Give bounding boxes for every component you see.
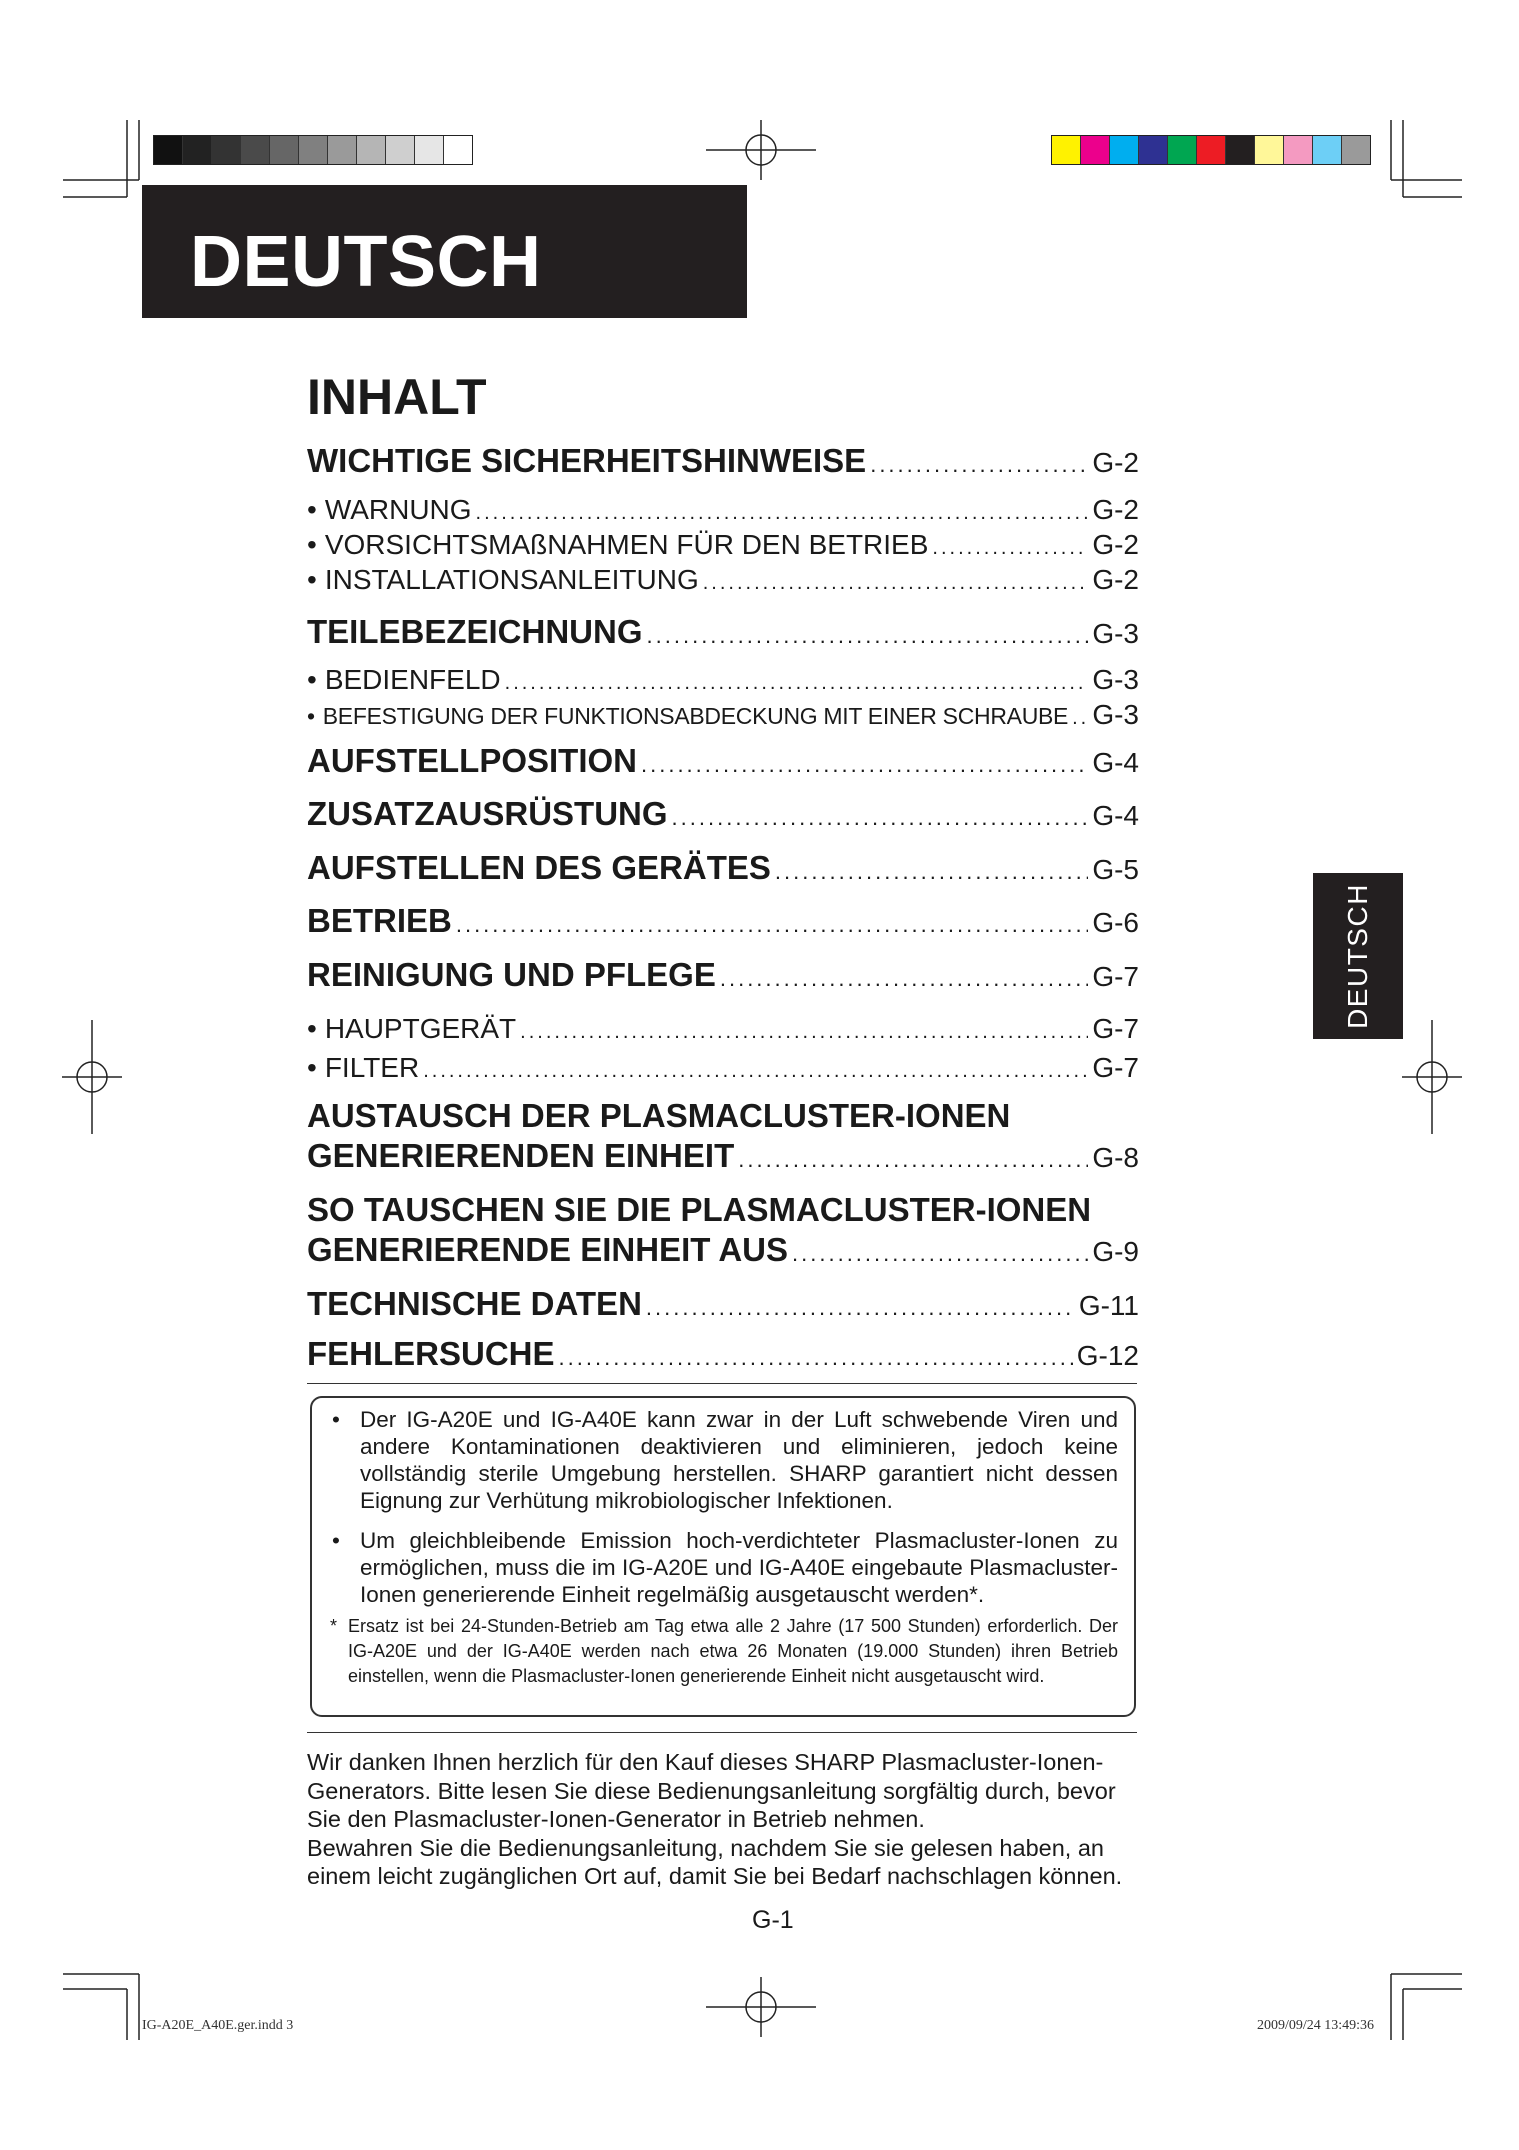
color-swatch: [183, 136, 212, 164]
grayscale-color-bar: [153, 135, 473, 165]
color-swatch: [357, 136, 386, 164]
leader-dots: [1072, 707, 1088, 730]
color-swatch: [386, 136, 415, 164]
color-swatch: [1052, 136, 1081, 164]
leader-dots: [646, 1295, 1075, 1321]
color-swatch: [1168, 136, 1197, 164]
color-swatch: [1139, 136, 1168, 164]
notice-text: Der IG-A20E und IG-A40E kann zwar in der Luft schwebende Viren und andere Kontaminationen deaktivieren und eliminieren, jedoch keine vollständig sterile Umgebung herstellen. SHARP garantiert nicht dessen Eignung zur Verhütung mikrobiologischer Infektionen.: [360, 1407, 1118, 1513]
leader-dots: [672, 805, 1089, 831]
bullet: •: [307, 564, 317, 595]
color-swatch: [1284, 136, 1313, 164]
language-side-tab: [1313, 873, 1403, 1039]
bullet: •: [332, 1407, 340, 1432]
toc-entry[interactable]: [307, 529, 1139, 561]
leader-dots: [775, 859, 1088, 885]
leader-dots: [792, 1241, 1088, 1267]
toc-page: G-3: [1092, 664, 1139, 695]
toc-label: BEDIENFELD: [324, 664, 501, 695]
toc-page: G-9: [1092, 1236, 1139, 1267]
intro-text: [307, 1748, 1137, 1891]
bullet: •: [307, 494, 317, 525]
toc-page: G-7: [1092, 1052, 1139, 1083]
side-tab-label: DEUTSCH: [1342, 883, 1373, 1029]
leader-dots: [423, 1060, 1088, 1083]
leader-dots: [641, 752, 1088, 778]
bullet: •: [307, 1013, 317, 1044]
registration-mark-left: [62, 1020, 122, 1134]
toc-label-line1: SO TAUSCHEN SIE DIE PLASMACLUSTER-IONEN: [307, 1191, 1092, 1228]
toc-entry[interactable]: [307, 494, 1139, 526]
notice-item: [324, 1527, 1118, 1608]
color-swatch: [1255, 136, 1284, 164]
toc-title: INHALT: [307, 369, 487, 425]
toc-page: G-12: [1076, 1340, 1139, 1371]
toc-label-line1: AUSTAUSCH DER PLASMACLUSTER-IONEN: [307, 1097, 1011, 1134]
toc-label: BEFESTIGUNG DER FUNKTIONSABDECKUNG MIT EINER SCHRAUBE: [322, 703, 1069, 729]
toc-page: G-3: [1092, 699, 1139, 730]
toc-label: TEILEBEZEICHNUNG: [307, 613, 643, 650]
process-color-bar: [1051, 135, 1371, 165]
leader-dots: [505, 672, 1089, 695]
toc-label: AUFSTELLEN DES GERÄTES: [307, 849, 771, 886]
registration-mark-bottom: [706, 1977, 816, 2037]
leader-dots: [476, 502, 1089, 525]
toc-entry[interactable]: [307, 1335, 1139, 1373]
color-swatch: [154, 136, 183, 164]
intro-paragraph: Wir danken Ihnen herzlich für den Kauf dieses SHARP Plasmacluster-Ionen-Generators. Bitte lesen Sie diese Bedienungsanleitung sorgfältig durch, bevor Sie den Plasmacluster-Ionen-Generator in Betrieb nehmen.: [307, 1749, 1116, 1832]
toc-entry[interactable]: [307, 564, 1139, 596]
toc-page: G-2: [1092, 564, 1139, 595]
toc-label: INSTALLATIONSANLEITUNG: [324, 564, 699, 595]
toc-entry[interactable]: [307, 1013, 1139, 1045]
toc-page: G-2: [1092, 447, 1139, 478]
divider: [307, 1732, 1137, 1733]
bullet: •: [332, 1528, 340, 1553]
toc-entry[interactable]: [307, 742, 1139, 780]
toc-label: BETRIEB: [307, 902, 452, 939]
toc-entry[interactable]: [307, 795, 1139, 833]
bullet: •: [307, 1052, 317, 1083]
color-swatch: [270, 136, 299, 164]
footnote-mark: *: [330, 1616, 338, 1636]
divider: [307, 1383, 1137, 1384]
toc-entry-line2: [307, 1231, 1139, 1269]
toc-label: TECHNISCHE DATEN: [307, 1285, 642, 1322]
toc-entry[interactable]: [307, 664, 1139, 696]
toc-page: G-5: [1092, 854, 1139, 885]
toc-page: G-2: [1092, 494, 1139, 525]
leader-dots: [932, 537, 1088, 560]
notice-box: [310, 1396, 1136, 1717]
toc-page: G-8: [1092, 1142, 1139, 1173]
registration-mark-top: [706, 120, 816, 180]
toc-page: G-11: [1078, 1290, 1139, 1321]
color-swatch: [328, 136, 357, 164]
toc-entry[interactable]: [307, 902, 1139, 940]
print-slug-filename: IG-A20E_A40E.ger.indd 3: [142, 2018, 294, 2033]
toc-label: VORSICHTSMAßNAHMEN FÜR DEN BETRIEB: [324, 529, 929, 560]
toc-entry[interactable]: [307, 442, 1139, 480]
leader-dots: [720, 966, 1088, 992]
leader-dots: [456, 912, 1088, 938]
leader-dots: [647, 623, 1089, 649]
color-swatch: [212, 136, 241, 164]
notice-item: [324, 1406, 1118, 1514]
toc-label: WARNUNG: [324, 494, 472, 525]
bullet: •: [307, 703, 315, 729]
toc-entry[interactable]: [307, 699, 1139, 731]
leader-dots: [703, 572, 1089, 595]
page-number: G-1: [752, 1906, 794, 1934]
color-swatch: [1226, 136, 1255, 164]
toc-page: G-4: [1092, 800, 1139, 831]
toc-label: HAUPTGERÄT: [324, 1013, 517, 1044]
notice-text: Um gleichbleibende Emission hoch-verdichteter Plasmacluster-Ionen zu ermöglichen, muss die im IG-A20E und IG-A40E eingebaute Plasmacluster-Ionen generierende Einheit regelmäßig ausgetauscht werden*.: [360, 1528, 1118, 1607]
color-swatch: [241, 136, 270, 164]
toc-label: FEHLERSUCHE: [307, 1335, 555, 1372]
toc-entry[interactable]: [307, 849, 1139, 887]
color-swatch: [1110, 136, 1139, 164]
color-swatch: [415, 136, 444, 164]
registration-mark-right: [1402, 1020, 1462, 1134]
bullet: •: [307, 529, 317, 560]
toc-entry[interactable]: [307, 613, 1139, 651]
toc-label: REINIGUNG UND PFLEGE: [307, 956, 716, 993]
toc-entry-line2: [307, 1137, 1139, 1175]
language-title: DEUTSCH: [190, 222, 542, 302]
toc-entry[interactable]: [307, 1285, 1139, 1323]
toc-entry[interactable]: [307, 1052, 1139, 1084]
toc-label: ZUSATZAUSRÜSTUNG: [307, 795, 668, 832]
toc-entry[interactable]: [307, 956, 1139, 994]
color-swatch: [1081, 136, 1110, 164]
color-swatch: [1197, 136, 1226, 164]
color-swatch: [444, 136, 472, 164]
toc-label: FILTER: [324, 1052, 420, 1083]
toc-page: G-6: [1092, 907, 1139, 938]
leader-dots: [870, 452, 1088, 478]
intro-paragraph: Bewahren Sie die Bedienungsanleitung, nachdem Sie sie gelesen haben, an einem leicht zugänglichen Ort auf, damit Sie bei Bedarf nachschlagen können.: [307, 1834, 1123, 1889]
toc-label: AUFSTELLPOSITION: [307, 742, 637, 779]
leader-dots: [559, 1345, 1073, 1371]
color-swatch: [1313, 136, 1342, 164]
color-swatch: [1342, 136, 1370, 164]
footnote: [324, 1614, 1118, 1689]
toc-label-line2: GENERIERENDE EINHEIT AUS: [307, 1231, 789, 1268]
bullet: •: [307, 664, 317, 695]
toc-label: WICHTIGE SICHERHEITSHINWEISE: [307, 442, 867, 479]
print-slug-datetime: 2009/09/24 13:49:36: [1257, 2018, 1375, 2033]
color-swatch: [299, 136, 328, 164]
toc-page: G-7: [1092, 961, 1139, 992]
leader-dots: [738, 1147, 1088, 1173]
toc-page: G-3: [1092, 618, 1139, 649]
toc-page: G-7: [1092, 1013, 1139, 1044]
footnote-text: Ersatz ist bei 24-Stunden-Betrieb am Tag etwa alle 2 Jahre (17 500 Stunden) erforderlich. Der IG-A20E und der IG-A40E werden nach etwa 26 Monaten (19.000 Stunden) ihren Betrieb einstellen, wenn die Plasmacluster-Ionen generierende Einheit nicht ausgetauscht wird.: [348, 1616, 1118, 1686]
toc-label-line2: GENERIERENDEN EINHEIT: [307, 1137, 735, 1174]
language-header: [142, 185, 747, 318]
toc-page: G-4: [1092, 747, 1139, 778]
leader-dots: [520, 1021, 1088, 1044]
toc-page: G-2: [1092, 529, 1139, 560]
